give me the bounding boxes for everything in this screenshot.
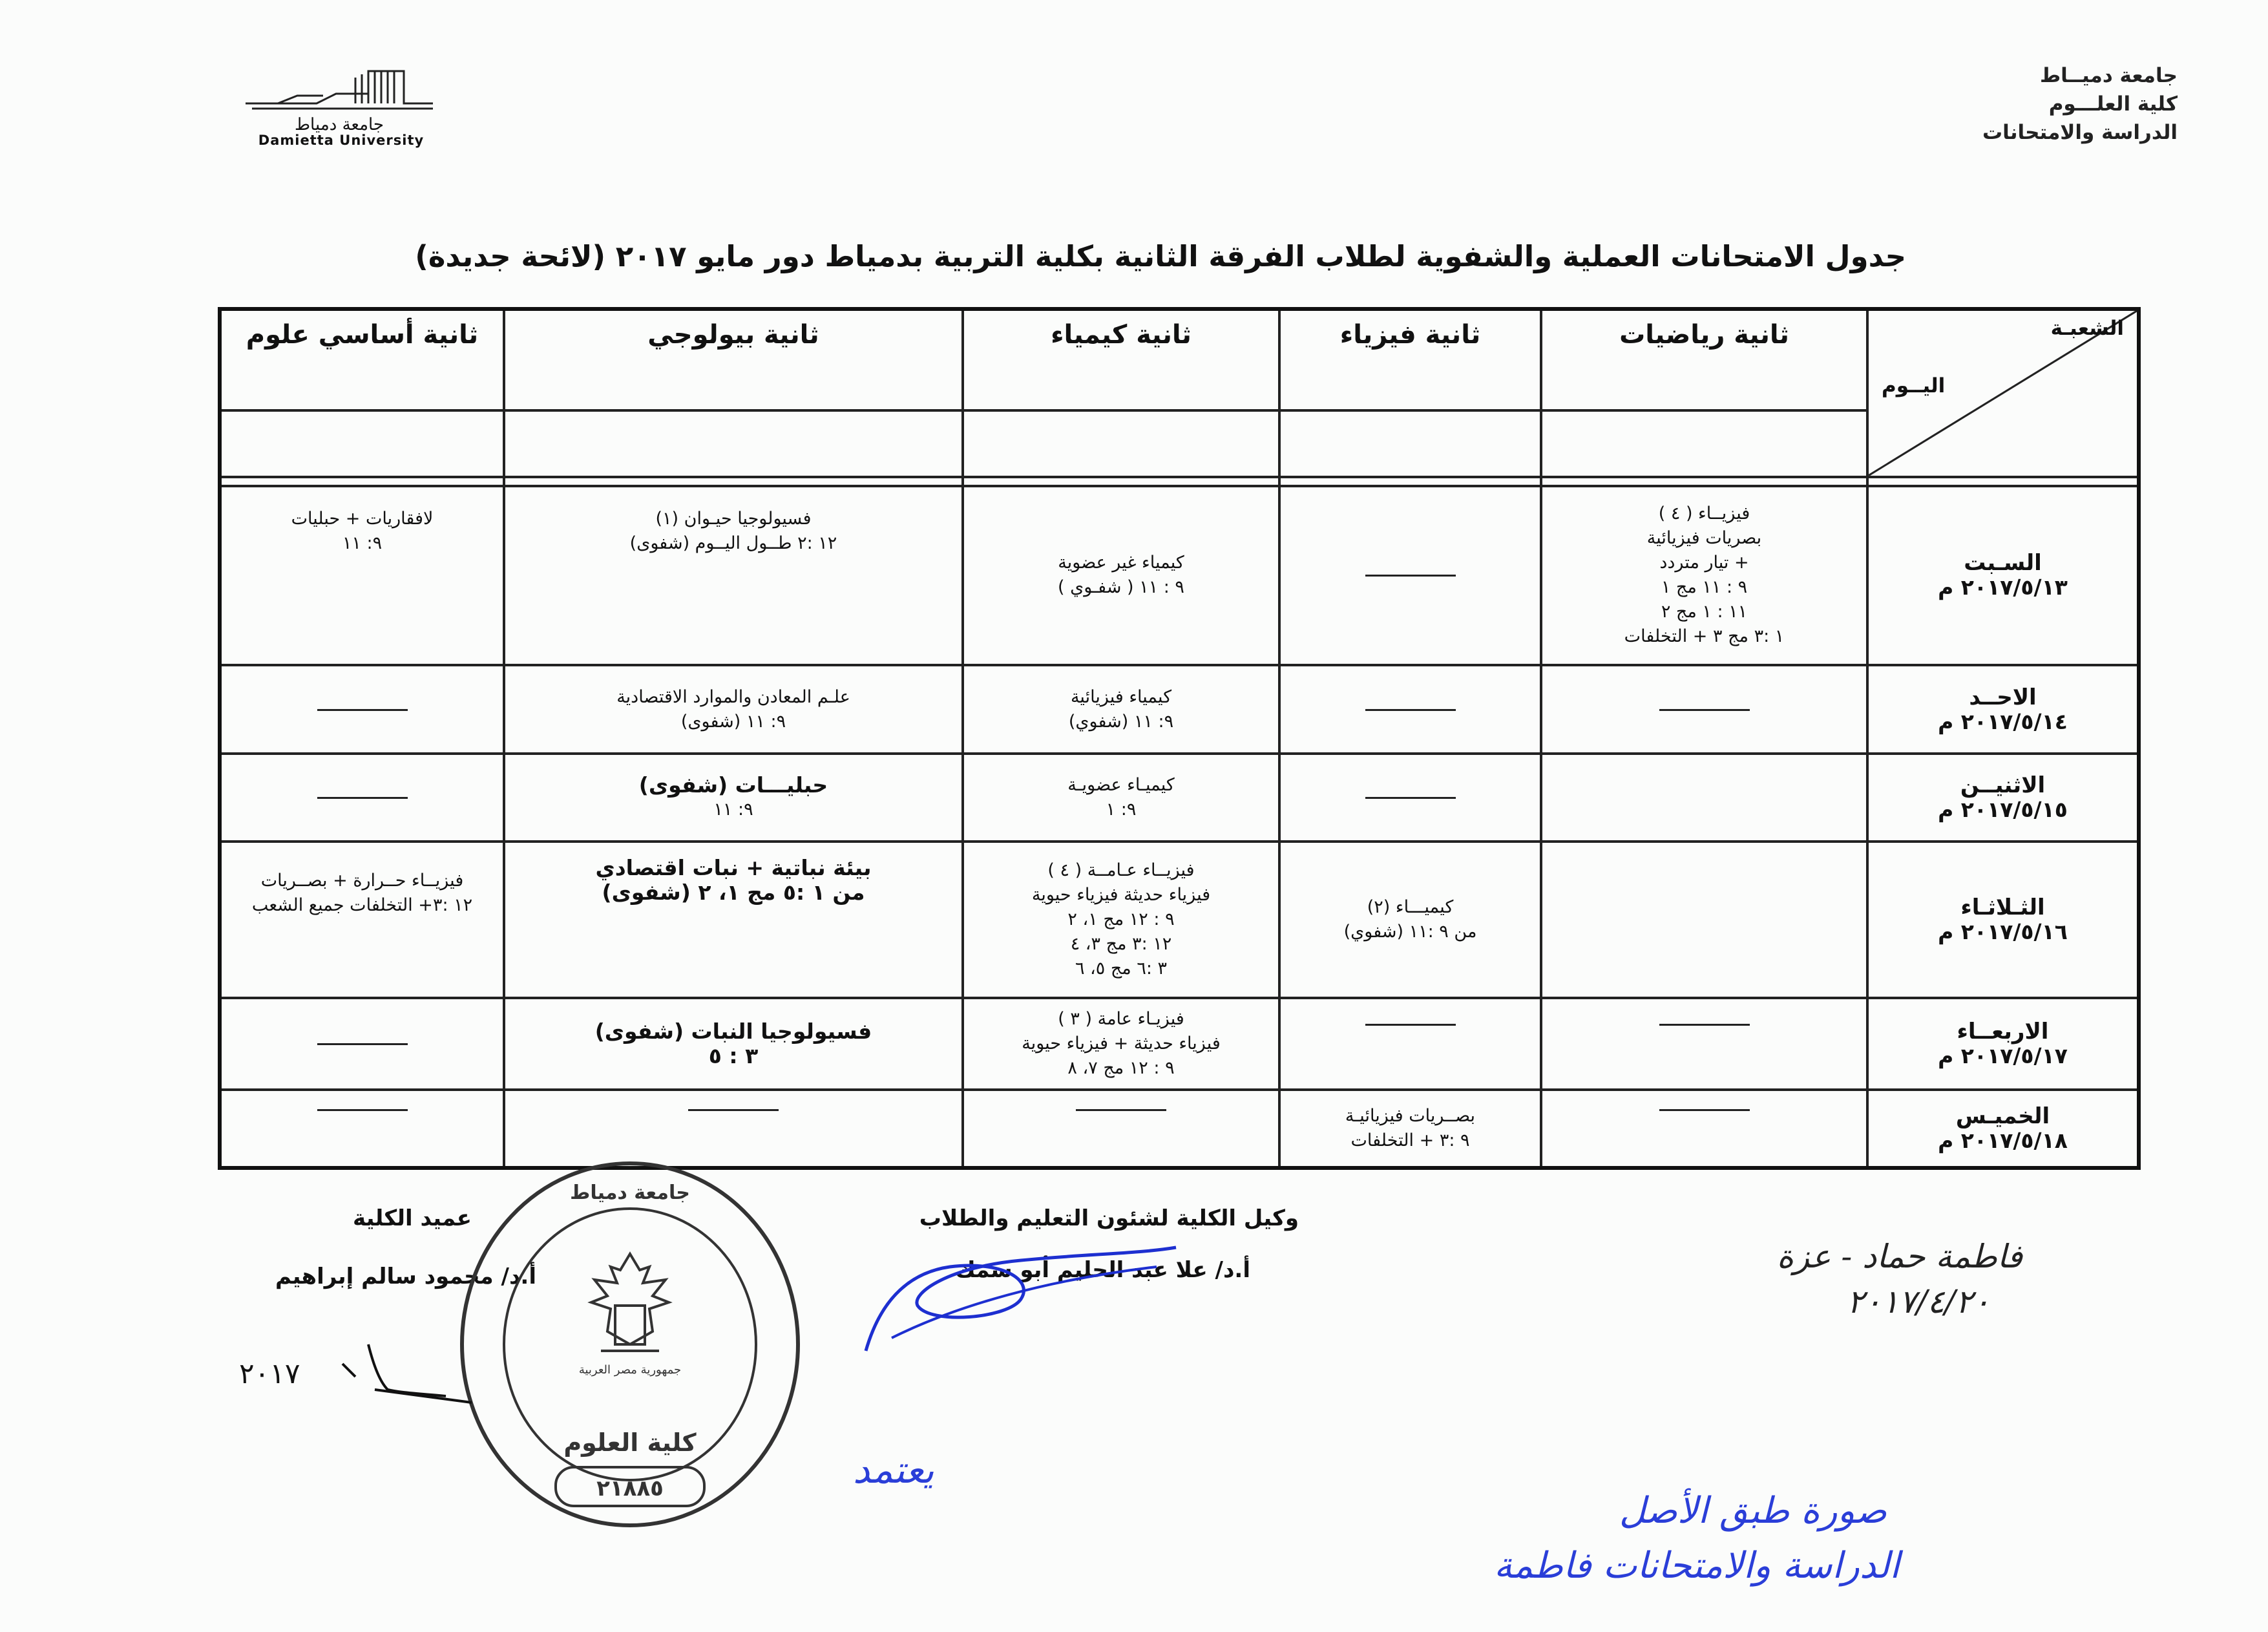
schedule-cell-math	[1541, 665, 1867, 753]
vice-dean-title: وكيل الكلية لشئون التعليم والطلاب	[919, 1205, 1299, 1231]
day-cell	[1867, 486, 2139, 666]
cell-line: فيزيــاء عـامــة ( ٤ )	[1047, 860, 1195, 881]
cell-line: ٩ : ١١ ( شفـوي )	[1058, 577, 1184, 598]
schedule-cell-chemistry	[963, 665, 1279, 753]
schedule-cell-math	[1541, 842, 1867, 998]
corner-section-label: الشعبـة	[2050, 317, 2124, 340]
empty-dash	[1365, 797, 1456, 799]
schedule-cell-physics	[1279, 665, 1541, 753]
schedule-cell-chemistry	[963, 486, 1279, 666]
schedule-cell-biology	[504, 1090, 963, 1168]
schedule-cell-biology	[504, 842, 963, 998]
schedule-cell-basic-science	[220, 754, 504, 842]
cell-line: علـم المعادن والموارد الاقتصادية	[616, 686, 850, 707]
empty-dash	[1365, 1024, 1456, 1026]
cell-line: فيزيــاء ( ٤ )	[1658, 503, 1750, 524]
schedule-cell-chemistry	[963, 1090, 1279, 1168]
day-name: الاثنيــن	[1960, 772, 2046, 798]
empty-dash	[1076, 1109, 1166, 1111]
cell-line: بصــريات فيزيائيـة	[1345, 1105, 1476, 1126]
cell-line: فيزيــاء حــرارة + بصــريات	[260, 871, 464, 891]
institution-header	[1906, 61, 2178, 147]
stamp-year: ٢١٨٨٥	[596, 1476, 664, 1501]
cell-line: بصريات فيزيائية	[1646, 528, 1762, 549]
department-name: الدراسة والامتحانات	[1982, 121, 2178, 144]
vice-dean-signature	[853, 1228, 1189, 1357]
schedule-cell-physics	[1279, 754, 1541, 842]
table-row	[220, 998, 2139, 1089]
cell-line: كيمياء فيزيائية	[1070, 686, 1172, 707]
handwritten-preparers: فاطمة حماد - عزة	[1776, 1238, 2022, 1275]
day-date: ٢٠١٧/٥/١٦ م	[1938, 919, 2068, 945]
day-name: الثـلاثـاء	[1960, 895, 2045, 921]
cell-line: ٣ : ٥	[708, 1043, 759, 1069]
corner-header-cell	[1867, 309, 2139, 477]
schedule-cell-math	[1541, 486, 1867, 666]
cell-line: ٩ : ١١ مج ١	[1661, 577, 1748, 598]
cell-line: ١٢ :٣ مج ٣، ٤	[1070, 934, 1172, 955]
cell-line: + تيار متردد	[1659, 553, 1749, 573]
empty-dash	[317, 1043, 408, 1045]
stamp-university: جامعة دمياط	[570, 1182, 690, 1204]
handwritten-department-note: الدراسة والامتحانات فاطمة	[1494, 1545, 1900, 1587]
day-date: ٢٠١٧/٥/١٧ م	[1938, 1043, 2068, 1069]
schedule-cell-math	[1541, 998, 1867, 1089]
handwritten-approval: يعتمد	[853, 1448, 934, 1492]
table-row	[220, 842, 2139, 998]
col-header-biology: ثانية بيولوجي	[504, 309, 963, 410]
schedule-cell-physics	[1279, 486, 1541, 666]
col-header-chemistry: ثانية كيمياء	[963, 309, 1279, 410]
empty-dash	[317, 709, 408, 711]
day-cell	[1867, 1090, 2139, 1168]
schedule-cell-math	[1541, 754, 1867, 842]
schedule-cell-physics	[1279, 1090, 1541, 1168]
stamp-country: جمهورية مصر العربية	[578, 1363, 682, 1377]
col-header-math: ثانية رياضيات	[1541, 309, 1867, 410]
logo-english-text: Damietta University	[258, 132, 425, 148]
cell-line: ٩: ١١	[342, 533, 383, 553]
empty-dash	[1659, 1024, 1750, 1026]
empty-dash	[1659, 1109, 1750, 1111]
schedule-cell-biology	[504, 754, 963, 842]
cell-line: ١٢ :٣+ التخلفات جميع الشعب	[251, 895, 473, 915]
cell-line: حبليـــات (شفوى)	[638, 772, 828, 798]
table-row	[220, 486, 2139, 666]
cell-line: كيمياء غير عضوية	[1058, 553, 1184, 573]
faculty-name: كلية العلـــوم	[2048, 92, 2178, 116]
empty-dash	[1659, 709, 1750, 711]
cell-line: كيميـــاء (٢)	[1367, 897, 1454, 918]
handwritten-date: ٢٠١٧/٤/٢٠	[1847, 1283, 1990, 1320]
cell-line: ١١ : ١ مج ٢	[1661, 602, 1748, 622]
empty-dash	[688, 1109, 779, 1111]
day-cell	[1867, 842, 2139, 998]
dean-signature-date: ٢٠١٧	[239, 1357, 300, 1390]
cell-line: ٣ :٦ مج ٥، ٦	[1075, 959, 1168, 979]
schedule-cell-basic-science	[220, 665, 504, 753]
day-date: ٢٠١٧/٥/١٨ م	[1938, 1127, 2068, 1153]
empty-dash	[1365, 709, 1456, 711]
schedule-cell-chemistry	[963, 998, 1279, 1089]
day-cell	[1867, 998, 2139, 1089]
page-title: جدول الامتحانات العملية والشفوية لطلاب الفرقة الثانية بكلية التربية بدمياط دور مايو ٢٠١٧ (لائحة جديدة)	[415, 239, 1906, 273]
cell-line: فيزيـاء عامة ( ٣ )	[1058, 1009, 1184, 1030]
logo-arabic-text: جامعة دمياط	[295, 115, 384, 134]
cell-line: فسيولوجيا حيـوان (١)	[655, 508, 812, 529]
schedule-cell-biology	[504, 665, 963, 753]
cell-line: من ٩ :١١ (شفوي)	[1343, 922, 1477, 942]
day-cell	[1867, 665, 2139, 753]
cell-line: ٩ : ١٢ مج ١، ٢	[1067, 909, 1175, 930]
empty-dash	[317, 797, 408, 799]
schedule-cell-math	[1541, 1090, 1867, 1168]
col-header-physics: ثانية فيزياء	[1279, 309, 1541, 410]
day-date: ٢٠١٧/٥/١٣ م	[1938, 575, 2068, 600]
schedule-cell-chemistry	[963, 754, 1279, 842]
exam-schedule-table	[218, 307, 2141, 1170]
vice-dean-name: أ.د/ علا عبد الحليم أبو سمك	[955, 1257, 1250, 1283]
day-name: الخميـس	[1955, 1103, 2050, 1129]
day-name: الاربعــاء	[1957, 1019, 2049, 1045]
cell-line: بيئة نباتية + نبات اقتصادي	[595, 855, 872, 880]
schedule-cell-basic-science	[220, 486, 504, 666]
schedule-cell-physics	[1279, 998, 1541, 1089]
cell-line: ٩ : ١٢ مج ٧، ٨	[1067, 1058, 1175, 1079]
day-cell	[1867, 754, 2139, 842]
day-date: ٢٠١٧/٥/١٤ م	[1938, 708, 2068, 734]
cell-line: ٩ :٣ + التخلفات	[1350, 1130, 1470, 1150]
cell-line: فيزياء حديثة فيزياء حيوية	[1031, 885, 1211, 906]
cell-line: ٩: ١١ (شفوى)	[680, 711, 786, 732]
dean-signature	[226, 1331, 523, 1409]
table-row	[220, 1090, 2139, 1168]
schedule-cell-basic-science	[220, 842, 504, 998]
day-name: الاحــد	[1969, 684, 2037, 710]
dean-title: عميد الكلية	[353, 1205, 472, 1231]
cell-line: كيميـاء عضويـة	[1067, 774, 1175, 795]
day-name: السـبت	[1964, 550, 2042, 577]
cell-line: لافقاريات + حبليات	[291, 508, 434, 529]
schedule-cell-basic-science	[220, 1090, 504, 1168]
stamp-faculty: كلية العلوم	[563, 1428, 697, 1457]
cell-line: ٩: ١	[1106, 799, 1137, 820]
schedule-cell-basic-science	[220, 998, 504, 1089]
table-row	[220, 665, 2139, 753]
dean-name: أ.د/ محمود سالم إبراهيم	[275, 1264, 536, 1289]
cell-line: فسيولوجيا النبات (شفوى)	[594, 1019, 872, 1044]
corner-day-label: اليــوم	[1882, 374, 1946, 397]
cell-line: فيزياء حديثة + فيزياء حيوية	[1022, 1033, 1221, 1054]
empty-dash	[1365, 575, 1456, 577]
schedule-cell-chemistry	[963, 842, 1279, 998]
table-row	[220, 754, 2139, 842]
schedule-cell-biology	[504, 998, 963, 1089]
day-date: ٢٠١٧/٥/١٥ م	[1938, 796, 2068, 822]
cell-line: ١ :٣ مج ٣ + التخلفات	[1624, 626, 1785, 647]
cell-line: ٩: ١١	[713, 799, 753, 820]
schedule-cell-physics	[1279, 842, 1541, 998]
header-row	[220, 309, 2139, 410]
cell-line: ١٢ :٢ طــول اليــوم (شفوى)	[629, 533, 837, 553]
col-header-basic-science: ثانية أساسي علوم	[220, 309, 504, 410]
university-name: جامعة دميــاط	[2039, 64, 2178, 87]
header-blank-row	[220, 410, 2139, 477]
cell-line: ٩: ١١ (شفوي)	[1068, 711, 1174, 732]
eagle-icon	[591, 1254, 669, 1351]
empty-dash	[317, 1109, 408, 1111]
handwritten-copy-note: صورة طبق الأصل	[1619, 1490, 1887, 1532]
schedule-cell-biology	[504, 486, 963, 666]
cell-line: من ١ :٥ مج ١، ٢ (شفوى)	[602, 880, 865, 905]
